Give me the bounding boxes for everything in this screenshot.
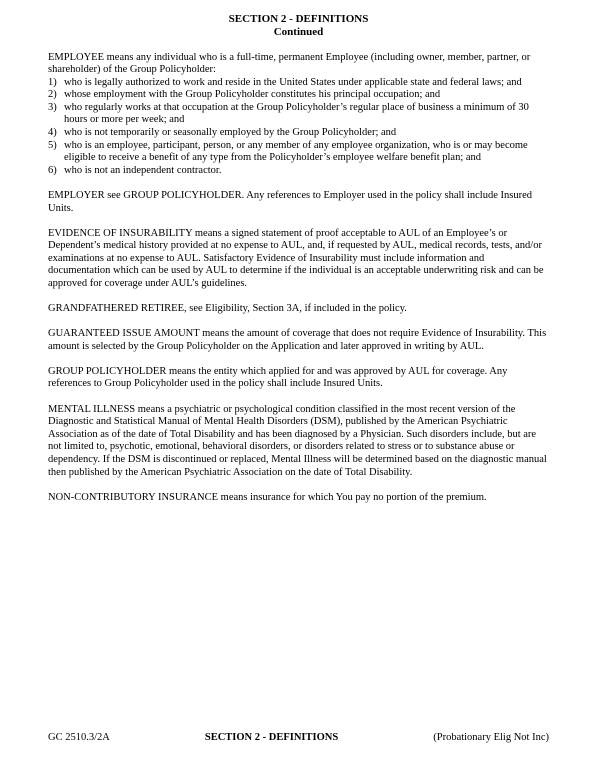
list-item-number: 5) bbox=[48, 139, 57, 151]
section-subtitle: Continued bbox=[273, 26, 324, 38]
definition-employee-intro: EMPLOYEE means any individual who is a full-time, permanent Employee (including owner, member, partner, or shareholder) of the Group Policyholder: bbox=[48, 51, 531, 76]
definition-mental-illness: MENTAL ILLNESS means a psychiatric or psychological condition classified in the most recent version of the Diagnostic and Statistical Manual of Mental Health Disorders (DSM), published by the American Psychiatric Association as of the date of Total Disability and has been diagnosed by a Physician. Such disorders include, but are not limited to, psychotic, emotional, behavioral disorders, or disorders related to stress or to substance abuse or dependency. If the DSM is discontinued or replaced, Mental Illness will be determined based on the diagnostic manual then published by the American Psychiatric Association on the date of Total Disability. bbox=[48, 403, 547, 478]
page-footer bbox=[48, 732, 549, 745]
footer-note: (Probationary Elig Not Inc) bbox=[433, 732, 549, 743]
list-item bbox=[48, 89, 549, 102]
definition-non-contributory-insurance: NON-CONTRIBUTORY INSURANCE means insurance for which You pay no portion of the premium. bbox=[48, 491, 487, 503]
list-item bbox=[48, 102, 549, 127]
definition-evidence-of-insurability: EVIDENCE OF INSURABILITY means a signed statement of proof acceptable to AUL of an Employee’s or Dependent’s medical history provided at no expense to AUL, and, if requested by AUL, medical records, tests, and/or examinations at no expense to AUL. Satisfactory Evidence of Insurability must include information and documentation which can be used by AUL to determine if the individual is an acceptable underwriting risk and can be approved for coverage under AUL’s guidelines. bbox=[48, 227, 544, 289]
definition-group-policyholder: GROUP POLICYHOLDER means the entity which applied for and was approved by AUL for coverage. Any references to Group Policyholder used in the policy shall include Insured Units. bbox=[48, 365, 508, 390]
list-item-text: who is an employee, participant, person, or any member of any employee organization, who is or may become eligible to receive a benefit of any type from the Policyholder’s employee welfare benefit plan; and bbox=[64, 139, 528, 164]
list-item-text: who regularly works at that occupation at the Group Policyholder’s regular place of business a minimum of 30 hours or more per week; and bbox=[64, 101, 529, 126]
list-item-text: whose employment with the Group Policyholder constitutes his principal occupation; and bbox=[64, 89, 441, 101]
list-item-number: 3) bbox=[48, 101, 57, 113]
list-item bbox=[48, 77, 549, 90]
list-item-text: who is not an independent contractor. bbox=[64, 164, 222, 176]
section-title: SECTION 2 - DEFINITIONS bbox=[228, 13, 369, 25]
list-item-number: 2) bbox=[48, 89, 57, 101]
list-item-number: 1) bbox=[48, 76, 57, 88]
list-item bbox=[48, 165, 549, 178]
list-item bbox=[48, 140, 549, 165]
page-content bbox=[48, 13, 549, 504]
list-item-text: who is not temporarily or seasonally employed by the Group Policyholder; and bbox=[64, 127, 397, 139]
footer-form-number: GC 2510.3/2A bbox=[48, 732, 110, 743]
list-item-number: 4) bbox=[48, 127, 57, 139]
definition-grandfathered-retiree: GRANDFATHERED RETIREE, see Eligibility, Section 3A, if included in the policy. bbox=[48, 303, 407, 315]
definition-employer: EMPLOYER see GROUP POLICYHOLDER. Any references to Employer used in the policy shall include Insured Units. bbox=[48, 189, 532, 214]
definition-guaranteed-issue-amount: GUARANTEED ISSUE AMOUNT means the amount of coverage that does not require Evidence of Insurability. This amount is selected by the Group Policyholder on the Application and later approved in writing by AUL. bbox=[48, 328, 547, 352]
employee-criteria-list bbox=[48, 77, 549, 178]
list-item-text: who is legally authorized to work and reside in the United States under applicable state and federal laws; and bbox=[64, 76, 522, 88]
footer-section-label: SECTION 2 - DEFINITIONS bbox=[204, 732, 339, 743]
list-item-number: 6) bbox=[48, 164, 57, 176]
list-item bbox=[48, 127, 549, 140]
